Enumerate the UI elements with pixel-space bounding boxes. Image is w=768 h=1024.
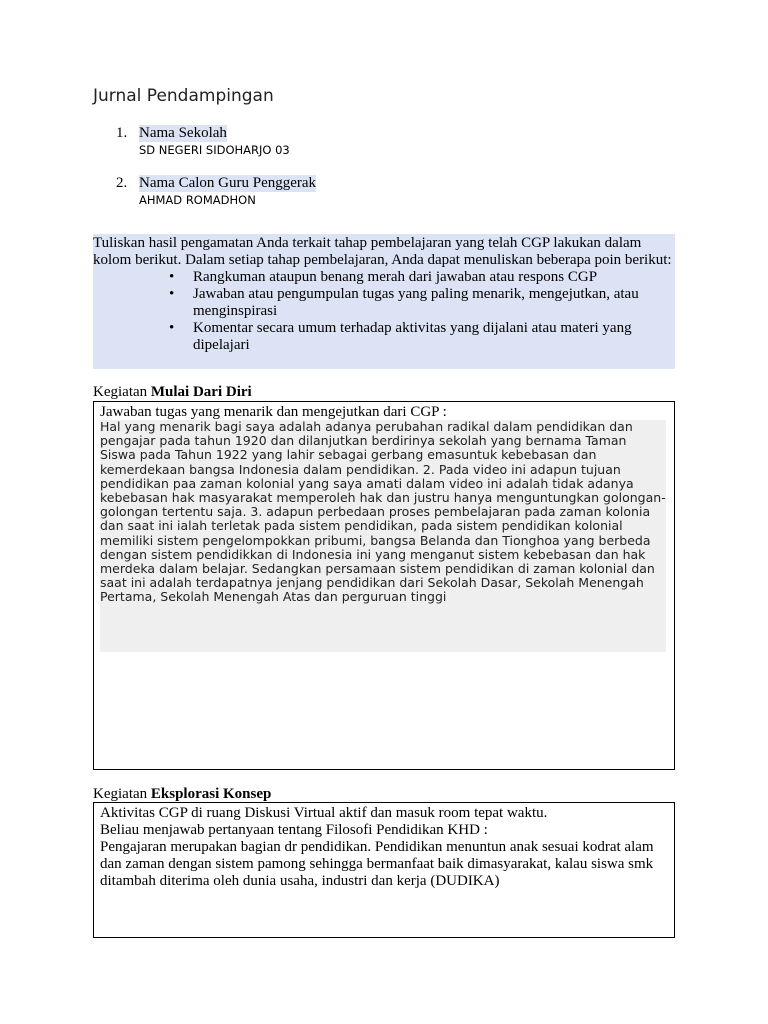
answer-question: Jawaban tugas yang menarik dan mengejutkan dari CGP : [100,404,447,420]
section-prefix: Kegiatan [93,786,151,802]
answer-line: Beliau menjawab pertanyaan tentang Filosofi Pendidikan KHD : [100,822,488,838]
bullet-text: Rangkuman ataupun benang merah dari jawaban atau respons CGP [193,269,598,285]
field-number: 2. [116,175,128,191]
list-item [169,320,675,354]
bullet-text: Komentar secara umum terhadap aktivitas yang dijalani atau materi yang dipelajari [193,320,632,353]
section-prefix: Kegiatan [93,384,151,400]
bullet-icon: • [169,320,175,336]
field-label: Nama Calon Guru Penggerak [139,175,317,191]
list-item [169,286,675,320]
bullet-text: Jawaban atau pengumpulan tugas yang paling menarik, mengejutkan, atau menginspirasi [193,286,639,319]
section-heading-eksplorasi-konsep [93,786,271,803]
list-item [169,269,675,286]
section-name: Eksplorasi Konsep [150,786,272,802]
instructions-intro: Tuliskan hasil pengamatan Anda terkait tahap pembelajaran yang telah CGP lakukan dalam kolom berikut. Dalam setiap tahap pembelajaran, Anda dapat menuliskan beberapa poin berikut: [93,235,672,268]
answer-line: Pengajaran merupakan bagian dr pendidikan. Pendidikan menuntun anak sesuai kodrat alam dan zaman dengan sistem pamong sehingga bermanfaat baik dimasyarakat, kalau siswa smk ditambah diterima oleh dunia usaha, industri dan kerja (DUDIKA) [100,839,654,889]
answer-text[interactable] [100,805,666,890]
bullet-icon: • [169,269,175,285]
bullet-icon: • [169,286,175,302]
answer-text[interactable]: Hal yang menarik bagi saya adalah adanya perubahan radikal dalam pendidikan dan pengajar pada tahun 1920 dan dilanjutkan berdirinya sekolah yang bernama Taman Siswa pada Tahun 1922 yang lahir sebagai gerbang emasuntuk kebebasan dan kemerdekaan bangsa Indonesia dalam pendidikan. 2. Pada video ini adapun tujuan pendidikan paa zaman kolonial yang saya amati dalam video ini adalah tidak adanya kebebasan hak masyarakat memperoleh hak dan justru hanya menguntungkan golongan-golongan tertentu saja. 3. adapun perbedaan proses pembelajaran pada zaman kolonia dan saat ini ialah terletak pada sistem pendidikan, pada sistem pendidikan kolonial memiliki sistem pengelompokkan pribumi, bangsa Belanda dan Tionghoa yang berbeda dengan sistem pendidikkan di Indonesia ini yang menganut sistem kebebasan dan hak merdeka dalam belajar. Sedangkan persamaan sistem pendidikan di zaman kolonial dan saat ini adalah terdapatnya jenjang pendidikan dari Sekolah Dasar, Sekolah Menengah Pertama, Sekolah Menengah Atas dan perguruan tinggi [100,420,666,652]
answer-box-eksplorasi-konsep[interactable] [93,802,675,938]
answer-box-mulai-dari-diri[interactable] [93,401,675,770]
instructions-block [93,234,675,369]
field-value[interactable]: SD NEGERI SIDOHARJO 03 [139,143,290,157]
field-value[interactable]: AHMAD ROMADHON [139,193,256,207]
section-heading-mulai-dari-diri [93,384,252,401]
instructions-list [93,269,675,354]
answer-line: Aktivitas CGP di ruang Diskusi Virtual aktif dan masuk room tepat waktu. [100,805,548,821]
page-title: Jurnal Pendampingan [93,86,274,106]
field-label: Nama Sekolah [139,125,227,141]
field-number: 1. [116,125,128,141]
section-name: Mulai Dari Diri [150,384,252,400]
